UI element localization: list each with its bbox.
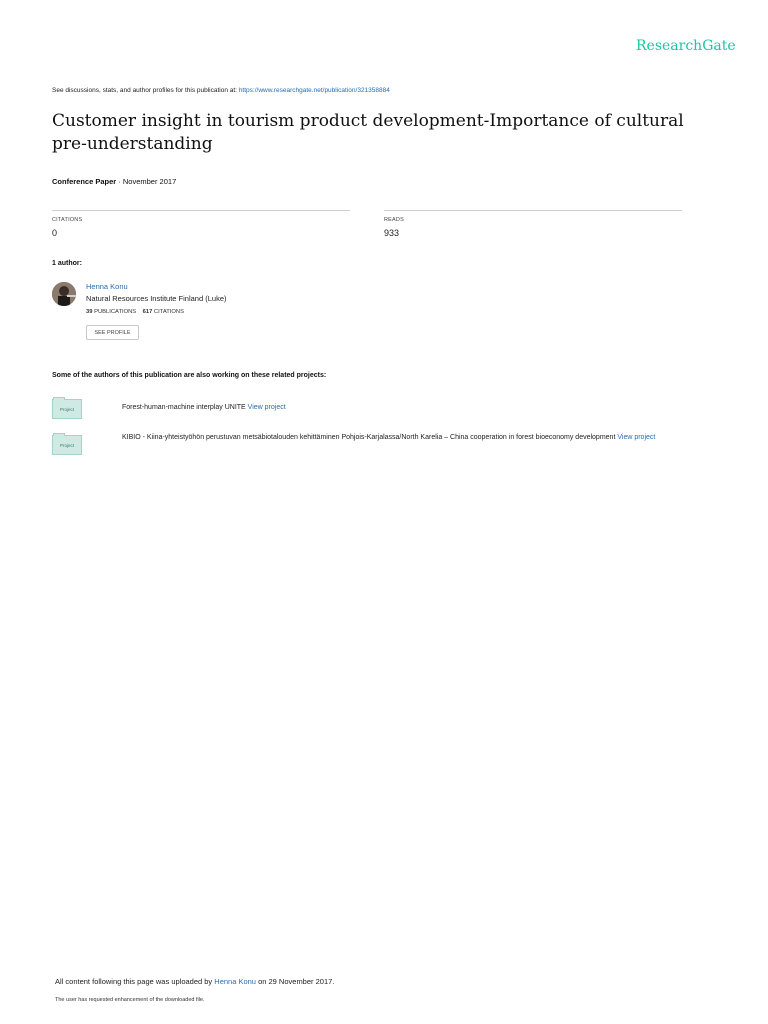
upload-prefix: All content following this page was uploaded by [55, 977, 213, 986]
author-publications-count: 39 [86, 309, 93, 315]
list-item [122, 432, 722, 444]
author-citations-count: 617 [142, 309, 153, 315]
avatar[interactable] [52, 282, 76, 306]
list-item [122, 402, 722, 414]
project-folder-icon: Project [52, 435, 82, 455]
discussion-line [52, 87, 390, 94]
discussion-text: See discussions, stats, and author profiles for this publication at: [52, 87, 237, 94]
researchgate-logo[interactable]: ResearchGate [636, 38, 736, 54]
project-title: Forest-human-machine interplay UNITE [122, 404, 246, 411]
project-title: KIBIO - Kiina-yhteistyöhön perustuvan metsäbiotalouden kehittäminen Pohjois-Karjalassa/North Karelia – China cooperation in forest bioeconomy development [122, 434, 616, 441]
author-name-link[interactable]: Henna Konu [86, 282, 128, 291]
upload-notice [55, 977, 334, 986]
related-projects-heading: Some of the authors of this publication are also working on these related projects: [52, 372, 327, 379]
authors-heading: 1 author: [52, 260, 82, 267]
reads-divider [384, 210, 682, 211]
reads-label: READS [384, 217, 404, 223]
meta-separator: · [116, 177, 123, 186]
reads-value: 933 [384, 228, 400, 238]
citations-label: CITATIONS [52, 217, 83, 223]
author-stats [86, 309, 184, 315]
project-folder-icon: Project [52, 399, 82, 419]
author-citations-label: CITATIONS [153, 309, 184, 315]
view-project-link[interactable]: View project [617, 434, 656, 441]
citations-divider [52, 210, 350, 211]
upload-suffix: on 29 November 2017. [258, 977, 335, 986]
view-project-link[interactable]: View project [247, 404, 286, 411]
see-profile-button[interactable]: SEE PROFILE [86, 325, 139, 340]
publication-date: November 2017 [122, 177, 177, 186]
enhancement-note: The user has requested enhancement of the downloaded file. [55, 997, 205, 1003]
publication-url-link[interactable]: https://www.researchgate.net/publication/321358884 [238, 87, 390, 94]
publication-meta [52, 177, 176, 186]
author-institution: Natural Resources Institute Finland (Luke) [86, 294, 227, 303]
uploader-link[interactable]: Henna Konu [214, 977, 256, 986]
publication-type: Conference Paper [52, 177, 117, 186]
publication-title: Customer insight in tourism product development-Importance of cultural pre-understanding [52, 111, 684, 154]
author-publications-label: PUBLICATIONS [94, 309, 137, 315]
citations-value: 0 [52, 228, 58, 238]
